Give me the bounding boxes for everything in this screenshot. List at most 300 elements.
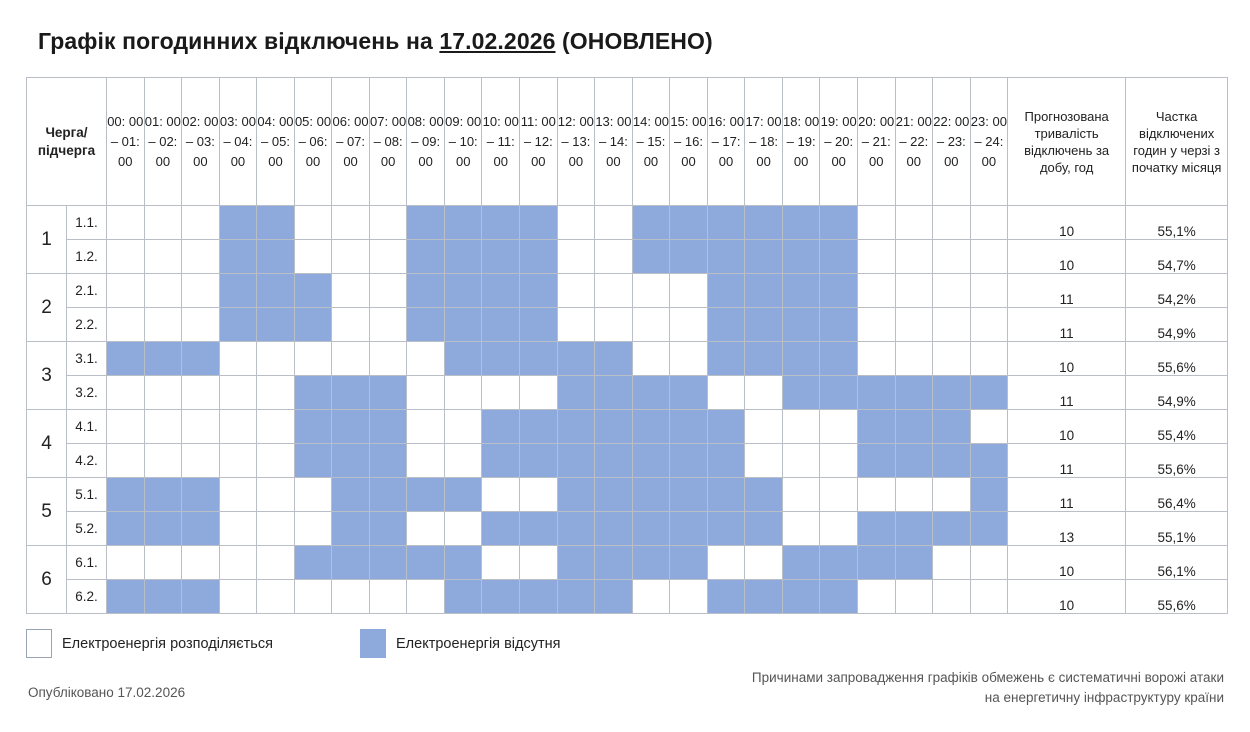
title-prefix: Графік погодинних відключень на (38, 28, 440, 54)
slot-off (482, 206, 520, 240)
slot-on (107, 308, 145, 342)
slot-off (520, 308, 558, 342)
slot-on (520, 376, 558, 410)
slot-off (895, 376, 933, 410)
slot-off (482, 580, 520, 614)
slot-off (707, 274, 745, 308)
slot-on (257, 342, 295, 376)
slot-off (595, 342, 633, 376)
share-value: 54,9% (1126, 308, 1228, 342)
slot-off (670, 206, 708, 240)
slot-off (745, 240, 783, 274)
slot-on (670, 274, 708, 308)
slot-off (857, 376, 895, 410)
queue-label: 5 (27, 478, 67, 546)
slot-off (820, 546, 858, 580)
slot-on (595, 274, 633, 308)
subqueue-label: 4.1. (67, 410, 107, 444)
slot-off (294, 546, 332, 580)
slot-on (595, 206, 633, 240)
slot-off (595, 444, 633, 478)
header-duration: Прогнозована тривалість відключень за добу, год (1008, 78, 1126, 206)
slot-on (857, 274, 895, 308)
legend-swatch-on (26, 629, 52, 658)
slot-off (407, 206, 445, 240)
slot-off (444, 274, 482, 308)
slot-on (857, 206, 895, 240)
slot-on (820, 444, 858, 478)
slot-on (107, 410, 145, 444)
slot-off (520, 240, 558, 274)
slot-on (933, 308, 971, 342)
hour-header-5: 05: 00 – 06: 00 (294, 78, 332, 206)
slot-off (745, 512, 783, 546)
slot-off (820, 342, 858, 376)
table-row (27, 206, 1228, 240)
slot-off (369, 546, 407, 580)
slot-off (444, 580, 482, 614)
slot-off (745, 274, 783, 308)
slot-off (107, 342, 145, 376)
slot-off (632, 376, 670, 410)
table-row (27, 512, 1228, 546)
slot-on (745, 376, 783, 410)
slot-off (820, 274, 858, 308)
slot-off (595, 478, 633, 512)
slot-off (332, 512, 370, 546)
subqueue-label: 6.2. (67, 580, 107, 614)
slot-on (782, 410, 820, 444)
slot-off (257, 308, 295, 342)
slot-on (219, 478, 257, 512)
table-row (27, 240, 1228, 274)
slot-off (444, 240, 482, 274)
slot-on (707, 546, 745, 580)
slot-on (970, 580, 1008, 614)
title-suffix: (ОНОВЛЕНО) (555, 28, 713, 54)
slot-off (670, 478, 708, 512)
slot-off (369, 478, 407, 512)
hour-header-3: 03: 00 – 04: 00 (219, 78, 257, 206)
slot-on (107, 274, 145, 308)
slot-on (820, 410, 858, 444)
header-share: Частка відключених годин у черзі з початку місяця (1126, 78, 1228, 206)
hour-header-18: 18: 00 – 19: 00 (782, 78, 820, 206)
slot-off (970, 512, 1008, 546)
slot-on (182, 206, 220, 240)
slot-off (294, 274, 332, 308)
slot-on (970, 308, 1008, 342)
subqueue-label: 4.2. (67, 444, 107, 478)
slot-off (670, 376, 708, 410)
slot-on (182, 240, 220, 274)
duration-value: 11 (1008, 376, 1126, 410)
slot-off (745, 342, 783, 376)
slot-off (632, 478, 670, 512)
slot-off (820, 240, 858, 274)
slot-off (520, 444, 558, 478)
table-row (27, 546, 1228, 580)
slot-off (707, 308, 745, 342)
slot-on (144, 546, 182, 580)
subqueue-label: 1.1. (67, 206, 107, 240)
slot-on (332, 240, 370, 274)
slot-off (745, 580, 783, 614)
share-value: 54,7% (1126, 240, 1228, 274)
slot-on (557, 206, 595, 240)
slot-off (332, 546, 370, 580)
slot-on (482, 478, 520, 512)
slot-off (632, 546, 670, 580)
slot-off (407, 478, 445, 512)
slot-on (144, 410, 182, 444)
hour-header-16: 16: 00 – 17: 00 (707, 78, 745, 206)
slot-on (745, 444, 783, 478)
slot-off (520, 580, 558, 614)
subqueue-label: 2.2. (67, 308, 107, 342)
slot-off (182, 512, 220, 546)
slot-on (369, 206, 407, 240)
slot-off (520, 512, 558, 546)
slot-on (369, 342, 407, 376)
slot-off (670, 546, 708, 580)
page-title (38, 28, 713, 55)
slot-off (895, 546, 933, 580)
slot-on (407, 342, 445, 376)
slot-off (895, 512, 933, 546)
slot-off (182, 342, 220, 376)
title-date: 17.02.2026 (439, 28, 556, 54)
slot-off (219, 206, 257, 240)
queue-label: 3 (27, 342, 67, 410)
slot-off (782, 274, 820, 308)
table-row (27, 478, 1228, 512)
slot-off (707, 478, 745, 512)
slot-off (707, 240, 745, 274)
slot-off (745, 206, 783, 240)
slot-off (707, 580, 745, 614)
slot-off (895, 410, 933, 444)
slot-on (933, 478, 971, 512)
slot-off (182, 580, 220, 614)
hour-header-19: 19: 00 – 20: 00 (820, 78, 858, 206)
slot-off (144, 580, 182, 614)
slot-on (745, 410, 783, 444)
slot-off (520, 206, 558, 240)
slot-on (332, 308, 370, 342)
slot-off (444, 308, 482, 342)
slot-off (482, 240, 520, 274)
slot-on (895, 206, 933, 240)
slot-on (294, 240, 332, 274)
slot-off (144, 478, 182, 512)
slot-on (933, 274, 971, 308)
hour-header-6: 06: 00 – 07: 00 (332, 78, 370, 206)
slot-off (820, 376, 858, 410)
table-row (27, 376, 1228, 410)
slot-on (219, 580, 257, 614)
slot-off (444, 206, 482, 240)
slot-off (444, 546, 482, 580)
table-row (27, 410, 1228, 444)
slot-off (970, 444, 1008, 478)
hour-header-10: 10: 00 – 11: 00 (482, 78, 520, 206)
slot-on (707, 376, 745, 410)
slot-on (257, 376, 295, 410)
share-value: 55,6% (1126, 444, 1228, 478)
slot-off (895, 444, 933, 478)
reason-line-1: Причинами запровадження графіків обмежень є систематичні ворожі атаки (751, 670, 1224, 685)
slot-off (257, 274, 295, 308)
slot-off (257, 206, 295, 240)
slot-off (557, 376, 595, 410)
legend-label-off: Електроенергія відсутня (396, 635, 561, 652)
slot-on (482, 376, 520, 410)
slot-on (294, 206, 332, 240)
slot-off (557, 478, 595, 512)
share-value: 55,6% (1126, 580, 1228, 614)
slot-off (219, 308, 257, 342)
slot-off (369, 410, 407, 444)
slot-on (182, 444, 220, 478)
slot-off (857, 512, 895, 546)
slot-on (182, 410, 220, 444)
subqueue-label: 3.2. (67, 376, 107, 410)
duration-value: 13 (1008, 512, 1126, 546)
slot-off (820, 206, 858, 240)
slot-off (782, 240, 820, 274)
slot-off (482, 512, 520, 546)
slot-on (895, 478, 933, 512)
slot-on (219, 342, 257, 376)
hour-header-17: 17: 00 – 18: 00 (745, 78, 783, 206)
legend-label-on: Електроенергія розподіляється (62, 635, 273, 652)
slot-on (144, 308, 182, 342)
slot-on (632, 274, 670, 308)
slot-on (820, 478, 858, 512)
slot-off (857, 546, 895, 580)
slot-off (820, 580, 858, 614)
slot-on (857, 240, 895, 274)
queue-label: 4 (27, 410, 67, 478)
slot-on (444, 376, 482, 410)
table-row (27, 342, 1228, 376)
slot-off (707, 444, 745, 478)
slot-on (444, 444, 482, 478)
slot-off (332, 410, 370, 444)
slot-on (444, 512, 482, 546)
slot-off (482, 308, 520, 342)
hour-header-13: 13: 00 – 14: 00 (595, 78, 633, 206)
slot-off (782, 376, 820, 410)
share-value: 55,1% (1126, 206, 1228, 240)
slot-on (294, 580, 332, 614)
slot-on (107, 206, 145, 240)
slot-off (294, 410, 332, 444)
slot-on (895, 580, 933, 614)
slot-off (557, 546, 595, 580)
table-row (27, 274, 1228, 308)
slot-on (444, 410, 482, 444)
slot-off (670, 410, 708, 444)
slot-off (332, 478, 370, 512)
slot-off (482, 274, 520, 308)
slot-off (107, 512, 145, 546)
slot-off (707, 512, 745, 546)
slot-on (257, 444, 295, 478)
slot-on (895, 240, 933, 274)
schedule-table (26, 77, 1228, 614)
slot-on (144, 376, 182, 410)
slot-on (369, 240, 407, 274)
slot-on (970, 206, 1008, 240)
slot-off (595, 410, 633, 444)
slot-off (632, 444, 670, 478)
slot-on (857, 580, 895, 614)
slot-on (257, 478, 295, 512)
slot-off (294, 308, 332, 342)
share-value: 56,1% (1126, 546, 1228, 580)
slot-on (107, 376, 145, 410)
slot-on (970, 410, 1008, 444)
slot-off (933, 512, 971, 546)
slot-on (970, 546, 1008, 580)
slot-off (782, 342, 820, 376)
subqueue-label: 3.1. (67, 342, 107, 376)
hour-header-4: 04: 00 – 05: 00 (257, 78, 295, 206)
legend-swatch-off (360, 629, 386, 658)
slot-off (332, 444, 370, 478)
slot-on (670, 580, 708, 614)
duration-value: 10 (1008, 410, 1126, 444)
slot-on (857, 478, 895, 512)
slot-on (520, 478, 558, 512)
slot-on (933, 342, 971, 376)
slot-off (557, 580, 595, 614)
slot-off (857, 444, 895, 478)
slot-off (557, 444, 595, 478)
slot-on (670, 308, 708, 342)
hour-header-15: 15: 00 – 16: 00 (670, 78, 708, 206)
slot-on (933, 240, 971, 274)
duration-value: 10 (1008, 240, 1126, 274)
slot-on (219, 410, 257, 444)
slot-on (369, 580, 407, 614)
slot-off (369, 444, 407, 478)
share-value: 55,1% (1126, 512, 1228, 546)
slot-on (407, 444, 445, 478)
slot-off (557, 512, 595, 546)
slot-on (857, 342, 895, 376)
slot-on (332, 206, 370, 240)
slot-on (933, 206, 971, 240)
published-date: Опубліковано 17.02.2026 (28, 685, 186, 700)
duration-value: 10 (1008, 546, 1126, 580)
slot-on (782, 512, 820, 546)
hour-header-8: 08: 00 – 09: 00 (407, 78, 445, 206)
hour-header-22: 22: 00 – 23: 00 (933, 78, 971, 206)
slot-on (557, 240, 595, 274)
duration-value: 10 (1008, 580, 1126, 614)
slot-off (369, 376, 407, 410)
subqueue-label: 6.1. (67, 546, 107, 580)
subqueue-label: 5.2. (67, 512, 107, 546)
slot-off (257, 240, 295, 274)
slot-off (707, 342, 745, 376)
slot-on (107, 546, 145, 580)
slot-off (407, 308, 445, 342)
slot-on (144, 444, 182, 478)
table-row (27, 444, 1228, 478)
duration-value: 10 (1008, 342, 1126, 376)
hour-header-2: 02: 00 – 03: 00 (182, 78, 220, 206)
slot-on (107, 240, 145, 274)
slot-on (595, 240, 633, 274)
queue-label: 2 (27, 274, 67, 342)
share-value: 54,9% (1126, 376, 1228, 410)
table-row (27, 308, 1228, 342)
slot-on (332, 274, 370, 308)
slot-on (933, 546, 971, 580)
slot-off (632, 206, 670, 240)
hour-header-0: 00: 00 – 01: 00 (107, 78, 145, 206)
slot-off (782, 546, 820, 580)
slot-on (632, 342, 670, 376)
slot-off (107, 580, 145, 614)
slot-off (670, 444, 708, 478)
legend-item-off (360, 629, 560, 658)
slot-on (257, 580, 295, 614)
slot-on (632, 580, 670, 614)
hour-header-1: 01: 00 – 02: 00 (144, 78, 182, 206)
slot-off (520, 410, 558, 444)
hour-header-9: 09: 00 – 10: 00 (444, 78, 482, 206)
slot-on (970, 342, 1008, 376)
slot-on (670, 342, 708, 376)
slot-off (933, 376, 971, 410)
subqueue-label: 5.1. (67, 478, 107, 512)
slot-off (707, 206, 745, 240)
slot-off (294, 376, 332, 410)
share-value: 55,4% (1126, 410, 1228, 444)
slot-on (294, 512, 332, 546)
slot-off (144, 342, 182, 376)
slot-off (782, 308, 820, 342)
slot-off (595, 580, 633, 614)
slot-on (144, 274, 182, 308)
slot-off (933, 410, 971, 444)
duration-value: 11 (1008, 478, 1126, 512)
schedule-body (27, 206, 1228, 614)
slot-on (332, 580, 370, 614)
slot-off (182, 478, 220, 512)
duration-value: 10 (1008, 206, 1126, 240)
slot-on (820, 512, 858, 546)
slot-off (520, 342, 558, 376)
slot-on (745, 546, 783, 580)
slot-off (482, 342, 520, 376)
slot-on (369, 308, 407, 342)
slot-off (632, 240, 670, 274)
slot-on (782, 444, 820, 478)
slot-on (332, 342, 370, 376)
slot-on (857, 308, 895, 342)
subqueue-label: 2.1. (67, 274, 107, 308)
slot-off (444, 342, 482, 376)
hour-header-11: 11: 00 – 12: 00 (520, 78, 558, 206)
slot-off (557, 410, 595, 444)
slot-on (520, 546, 558, 580)
